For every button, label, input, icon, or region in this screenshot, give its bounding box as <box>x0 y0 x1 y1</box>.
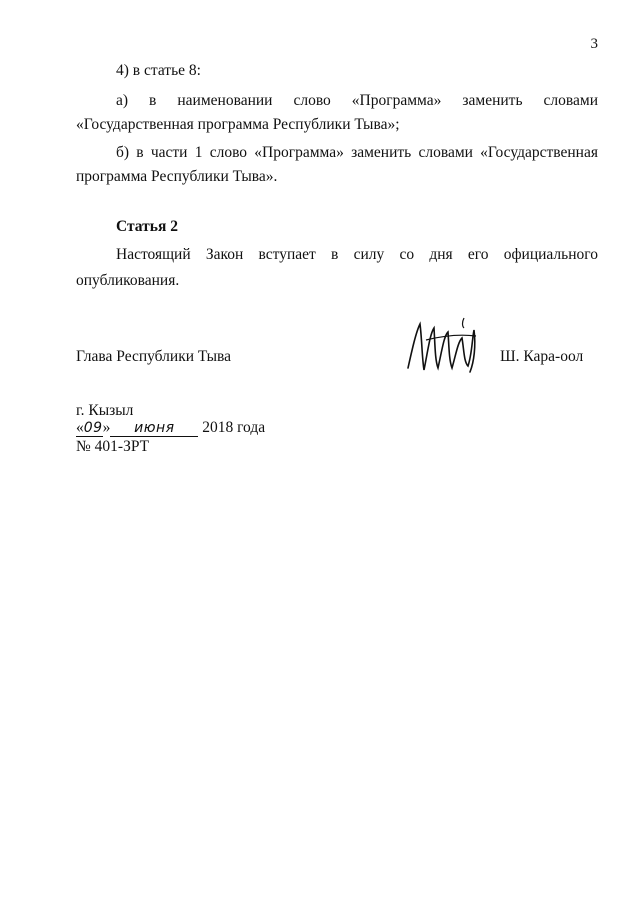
date-day: 09 <box>83 420 103 436</box>
date-year: 2018 года <box>202 419 266 436</box>
page-number: 3 <box>590 36 598 52</box>
signatory-name: Ш. Кара-оол <box>500 348 584 365</box>
enactment-date <box>76 419 276 439</box>
city: г. Кызыл <box>76 402 134 419</box>
signatory-position: Глава Республики Тыва <box>76 348 232 365</box>
article-2-line-1: Настоящий Закон вступает в силу со дня его официального <box>116 246 598 263</box>
law-number: № 401-ЗРТ <box>76 438 150 455</box>
item-4-intro: 4) в статье 8: <box>116 62 201 79</box>
article-2-heading: Статья 2 <box>116 218 178 235</box>
item-b-line-1: б) в части 1 слово «Программа» заменить словами «Государственная <box>116 144 598 161</box>
item-a-line-1: а) в наименовании слово «Программа» заменить словами <box>116 92 598 109</box>
item-b-line-2: программа Республики Тыва». <box>76 168 278 185</box>
item-a-line-2: «Государственная программа Республики Тыва»; <box>76 116 400 133</box>
article-2-line-2: опубликования. <box>76 272 180 289</box>
date-open-quote-underline: «09 <box>76 419 103 436</box>
date-close-quote: » <box>102 419 111 436</box>
date-month: июня <box>134 420 175 436</box>
date-month-underline <box>110 420 198 437</box>
handwritten-signature <box>402 310 482 382</box>
